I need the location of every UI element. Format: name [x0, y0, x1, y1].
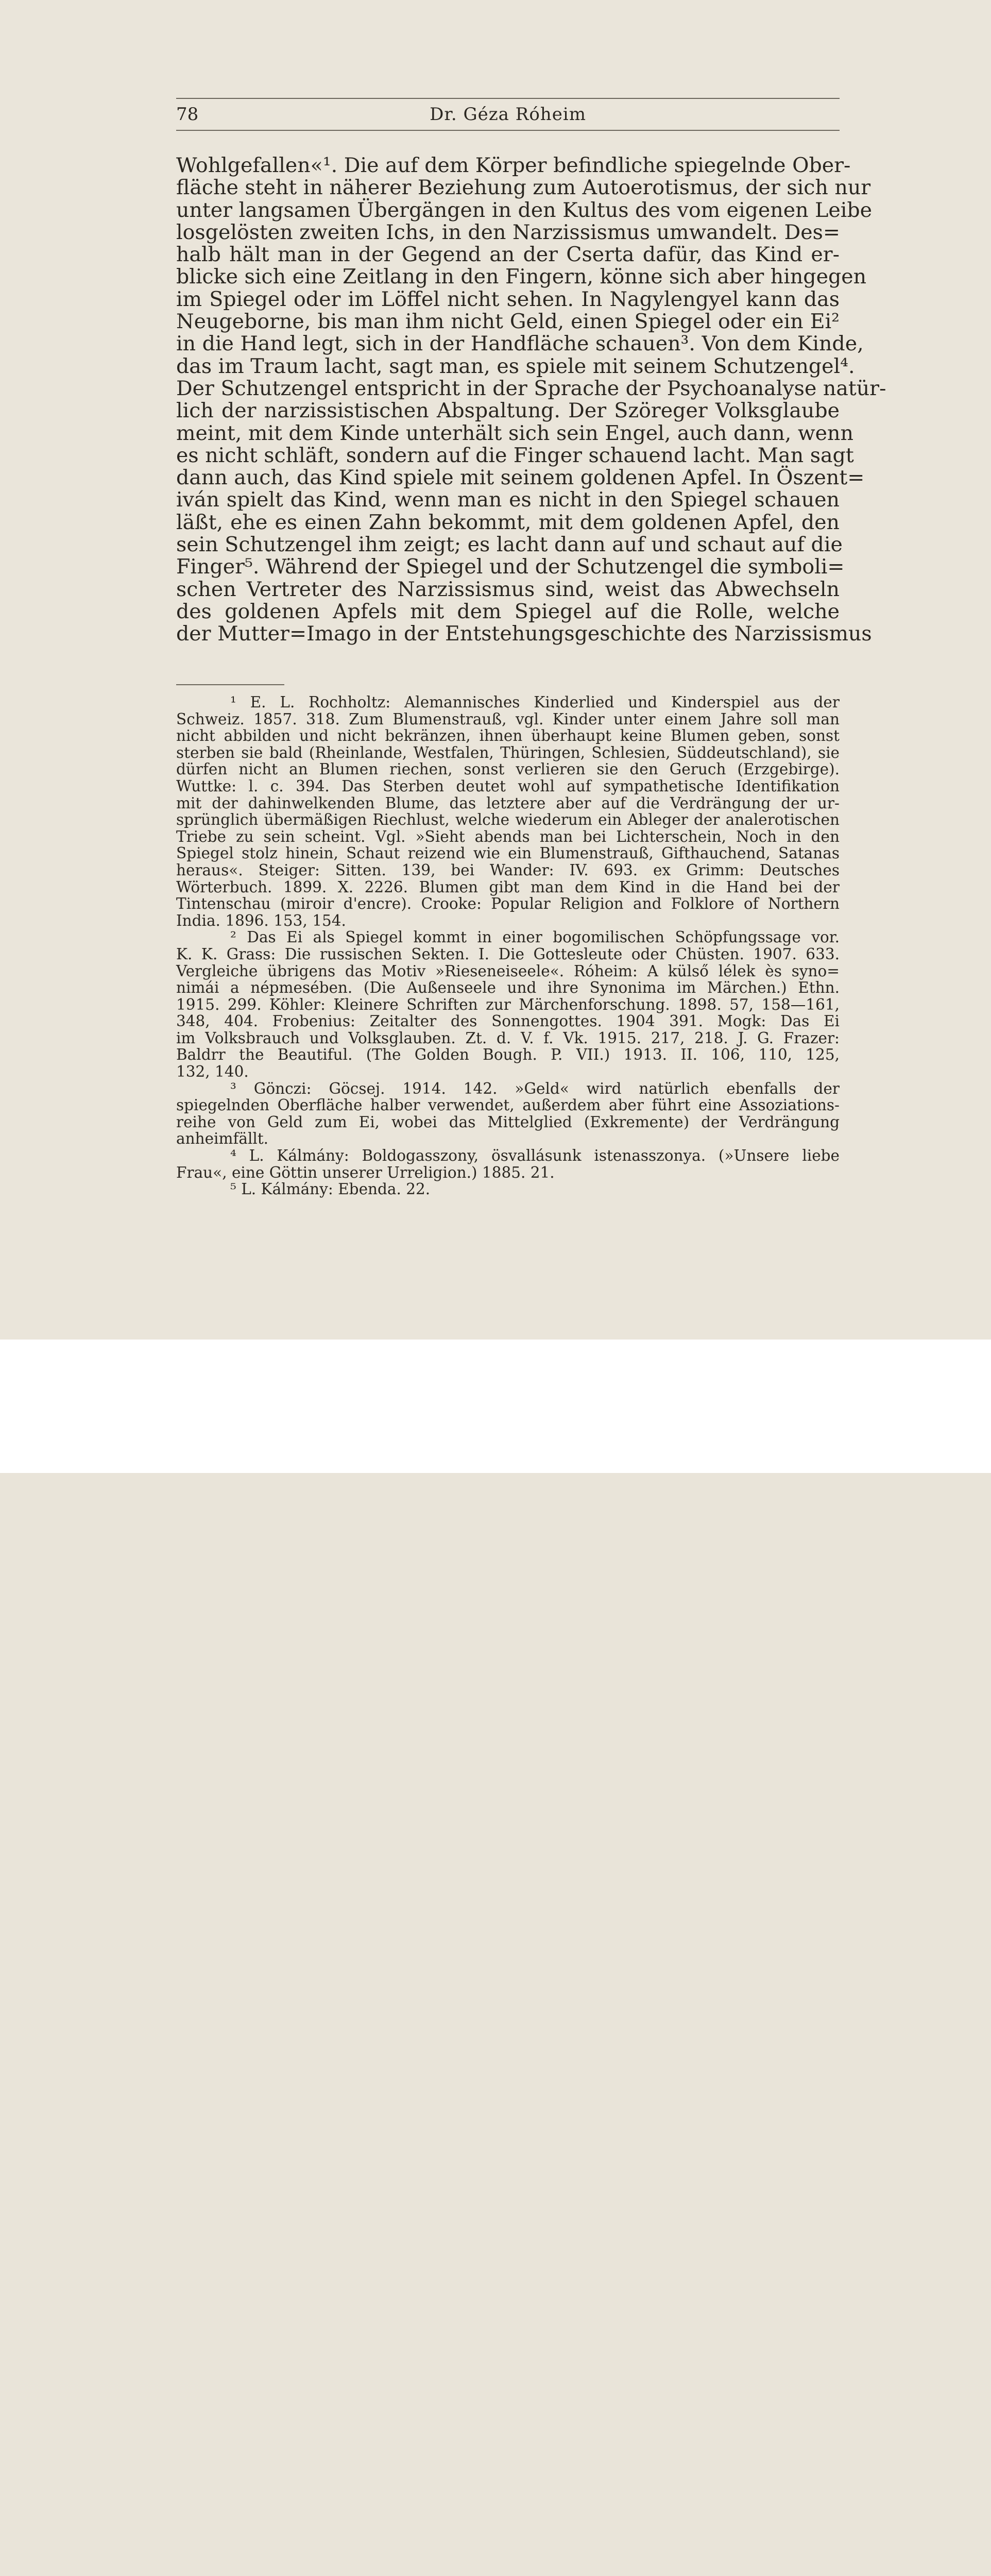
- footnote-line: reihe von Geld zum Ei, wobei das Mittelglied (Exkremente) der Verdrängung: [176, 1113, 840, 1131]
- body-line: Neugeborne, bis man ihm nicht Geld, einen Spiegel oder ein Ei²: [176, 310, 840, 334]
- library-banner: [0, 1340, 991, 1473]
- body-line: blicke sich eine Zeitlang in den Fingern, könne sich aber hingegen: [176, 265, 867, 289]
- body-line: das im Traum lacht, sagt man, es spiele mit seinem Schutzengel⁴.: [176, 354, 855, 378]
- footnote-line: 132, 140.: [176, 1063, 249, 1081]
- footnote-line: sterben sie bald (Rheinlande, Westfalen, Thüringen, Schlesien, Süddeutschland), sie: [176, 743, 840, 761]
- body-line: dann auch, das Kind spiele mit seinem goldenen Apfel. In Öszent=: [176, 466, 865, 490]
- body-line: im Spiegel oder im Löffel nicht sehen. In Nagylengyel kann das: [176, 287, 840, 311]
- body-line: in die Hand legt, sich in der Handfläche schauen³. Von dem Kinde,: [176, 332, 864, 356]
- footnote-line: dürfen nicht an Blumen riechen, sonst verlieren sie den Geruch (Erzgebirge).: [176, 760, 840, 778]
- footnote-line: Spiegel stolz hinein, Schaut reizend wie ein Blumenstrauß, Gifthauchend, Satanas: [176, 844, 840, 862]
- body-line: Finger⁵. Während der Spiegel und der Schutzengel die symboli=: [176, 555, 845, 579]
- footnote-line: ⁴ L. Kálmány: Boldogasszony, ösvallásunk istenasszonya. (»Unsere liebe: [230, 1147, 840, 1165]
- footnote-line: nimái a népmesében. (Die Außenseele und ihre Synonima im Märchen.) Ethn.: [176, 979, 840, 997]
- footnote-line: mit der dahinwelkenden Blume, das letztere aber auf die Verdrängung der ur-: [176, 794, 840, 812]
- footnote-line: spiegelnden Oberfläche halber verwendet, außerdem aber führt eine Assoziations-: [176, 1096, 840, 1114]
- body-line: iván spielt das Kind, wenn man es nicht in den Spiegel schauen: [176, 488, 840, 512]
- header-rule-bottom: [176, 130, 840, 131]
- body-line: schen Vertreter des Narzissismus sind, weist das Abwechseln: [176, 577, 840, 601]
- footnote-line: Wuttke: l. c. 394. Das Sterben deutet wohl auf sympathetische Identifikation: [176, 777, 840, 795]
- header-rule-top: [176, 98, 840, 99]
- footnote-line: Triebe zu sein scheint. Vgl. »Sieht abends man bei Lichterschein, Noch in den: [176, 827, 840, 845]
- footnote-line: 1915. 299. Köhler: Kleinere Schriften zur Märchenforschung. 1898. 57, 158—161,: [176, 995, 840, 1013]
- running-head-author: Dr. Géza Róheim: [430, 104, 586, 125]
- footnote-line: Wörterbuch. 1899. X. 2226. Blumen gibt man dem Kind in die Hand bei der: [176, 878, 840, 896]
- body-line: der Mutter=Imago in der Entstehungsgeschichte des Narzissismus: [176, 622, 872, 646]
- body-line: losgelösten zweiten Ichs, in den Narzissismus umwandelt. Des=: [176, 220, 840, 244]
- body-line: des goldenen Apfels mit dem Spiegel auf die Rolle, welche: [176, 599, 840, 623]
- body-line: meint, mit dem Kinde unterhält sich sein Engel, auch dann, wenn: [176, 421, 853, 445]
- footnote-line: ³ Gönczi: Göcsej. 1914. 142. »Geld« wird natürlich ebenfalls der: [230, 1079, 840, 1097]
- footnote-line: Frau«, eine Göttin unserer Urreligion.) 1885. 21.: [176, 1163, 555, 1181]
- body-text: [176, 154, 886, 646]
- body-line: läßt, ehe es einen Zahn bekommt, mit dem goldenen Apfel, den: [176, 510, 840, 534]
- footnote-line: ⁵ L. Kálmány: Ebenda. 22.: [230, 1180, 431, 1198]
- footnote-line: India. 1896. 153, 154.: [176, 911, 346, 929]
- body-line: Der Schutzengel entspricht in der Sprache der Psychoanalyse natür-: [176, 376, 886, 400]
- footnote-line: heraus«. Steiger: Sitten. 139, bei Wander: IV. 693. ex Grimm: Deutsches: [176, 861, 840, 879]
- body-line: halb hält man in der Gegend an der Cserta dafür, das Kind er-: [176, 243, 840, 267]
- footnote-separator: [176, 684, 284, 685]
- page-number: 78: [176, 104, 199, 125]
- running-header: [176, 102, 840, 127]
- footnote-line: nicht abbilden und nicht bekränzen, ihnen überhaupt keine Blumen geben, sonst: [176, 727, 840, 745]
- footnote-line: Schweiz. 1857. 318. Zum Blumenstrauß, vgl. Kinder unter einem Jahre soll man: [176, 710, 840, 728]
- body-line: Wohlgefallen«¹. Die auf dem Körper befindliche spiegelnde Ober-: [176, 154, 851, 177]
- body-line: sein Schutzengel ihm zeigt; es lacht dann auf und schaut auf die: [176, 533, 843, 557]
- footnote-line: ¹ E. L. Rochholtz: Alemannisches Kinderlied und Kinderspiel aus der: [230, 693, 840, 711]
- footnote-line: sprünglich übermäßigen Riechlust, welche wiederum ein Ableger der analerotischen: [176, 811, 840, 829]
- footnote-line: Vergleiche übrigens das Motiv »Rieseneiseele«. Róheim: A külső lélek ès syno=: [176, 962, 840, 980]
- footnote-line: K. K. Grass: Die russischen Sekten. I. Die Gottesleute oder Chüsten. 1907. 633.: [176, 945, 840, 963]
- footnotes: [176, 694, 840, 1198]
- footnote-line: Baldrr the Beautiful. (The Golden Bough. P. VII.) 1913. II. 106, 110, 125,: [176, 1046, 840, 1064]
- body-line: fläche steht in näherer Beziehung zum Autoerotismus, der sich nur: [176, 176, 871, 200]
- footnote-line: 348, 404. Frobenius: Zeitalter des Sonnengottes. 1904 391. Mogk: Das Ei: [176, 1012, 840, 1030]
- footnote-line: anheimfällt.: [176, 1130, 269, 1148]
- footnote-line: Tintenschau (miroir d'encre). Crooke: Popular Religion and Folklore of Northern: [176, 895, 840, 913]
- body-line: unter langsamen Übergängen in den Kultus des vom eigenen Leibe: [176, 198, 873, 222]
- body-line: es nicht schläft, sondern auf die Finger schauend lacht. Man sagt: [176, 443, 854, 467]
- footnote-line: ² Das Ei als Spiegel kommt in einer bogomilischen Schöpfungssage vor.: [230, 928, 840, 946]
- body-line: lich der narzissistischen Abspaltung. Der Szöreger Volksglaube: [176, 399, 840, 423]
- footnote-line: im Volksbrauch und Volksglauben. Zt. d. V. f. Vk. 1915. 217, 218. J. G. Frazer:: [176, 1029, 840, 1047]
